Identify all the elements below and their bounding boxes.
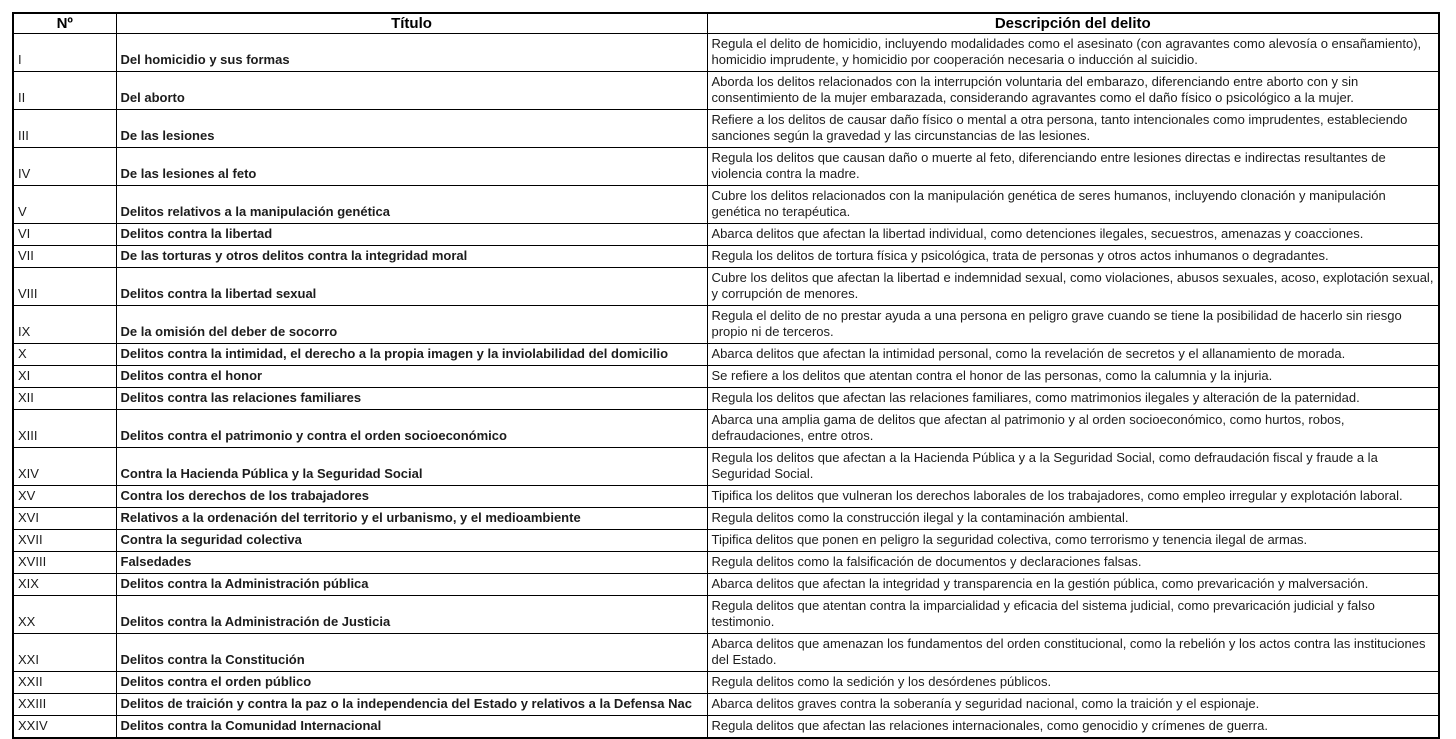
table-row: [13, 344, 1439, 366]
table-row: [13, 246, 1439, 268]
table-row: [13, 72, 1439, 110]
cell-titulo: Delitos contra la libertad: [116, 224, 707, 246]
cell-num: X: [13, 344, 116, 366]
cell-descripcion: Tipifica los delitos que vulneran los derechos laborales de los trabajadores, como empleo irregular y explotación laboral.: [707, 486, 1439, 508]
cell-num: IV: [13, 148, 116, 186]
table-row: [13, 148, 1439, 186]
table-row: [13, 596, 1439, 634]
table-row: [13, 268, 1439, 306]
cell-num: XV: [13, 486, 116, 508]
cell-titulo: De la omisión del deber de socorro: [116, 306, 707, 344]
cell-descripcion: Abarca delitos que afectan la integridad y transparencia en la gestión pública, como prevaricación y malversación.: [707, 574, 1439, 596]
cell-titulo: Delitos contra la intimidad, el derecho a la propia imagen y la inviolabilidad del domicilio: [116, 344, 707, 366]
table-row: [13, 508, 1439, 530]
cell-num: V: [13, 186, 116, 224]
cell-descripcion: Abarca delitos que afectan la intimidad personal, como la revelación de secretos y el allanamiento de morada.: [707, 344, 1439, 366]
cell-num: XIV: [13, 448, 116, 486]
cell-num: XI: [13, 366, 116, 388]
table-row: [13, 716, 1439, 739]
cell-titulo: Falsedades: [116, 552, 707, 574]
cell-titulo: De las lesiones al feto: [116, 148, 707, 186]
table-row: [13, 224, 1439, 246]
cell-num: XXI: [13, 634, 116, 672]
cell-titulo: Contra la Hacienda Pública y la Seguridad Social: [116, 448, 707, 486]
table-row: [13, 552, 1439, 574]
cell-descripcion: Aborda los delitos relacionados con la interrupción voluntaria del embarazo, diferenciando entre aborto con y sin consentimiento de la mujer embarazada, considerando agravantes como el daño físico o psicológico a la mujer.: [707, 72, 1439, 110]
cell-descripcion: Abarca delitos graves contra la soberanía y seguridad nacional, como la traición y el espionaje.: [707, 694, 1439, 716]
cell-titulo: Delitos contra la Comunidad Internacional: [116, 716, 707, 739]
cell-titulo: Delitos contra la Constitución: [116, 634, 707, 672]
cell-num: XVI: [13, 508, 116, 530]
column-header-num: Nº: [13, 13, 116, 34]
table-row: [13, 530, 1439, 552]
cell-num: XII: [13, 388, 116, 410]
cell-num: XX: [13, 596, 116, 634]
header-row: [13, 13, 1439, 34]
cell-descripcion: Regula delitos que afectan las relaciones internacionales, como genocidio y crímenes de guerra.: [707, 716, 1439, 739]
cell-titulo: De las torturas y otros delitos contra la integridad moral: [116, 246, 707, 268]
cell-num: XVII: [13, 530, 116, 552]
cell-descripcion: Tipifica delitos que ponen en peligro la seguridad colectiva, como terrorismo y tenencia ilegal de armas.: [707, 530, 1439, 552]
table-row: [13, 574, 1439, 596]
cell-titulo: Delitos relativos a la manipulación genética: [116, 186, 707, 224]
cell-descripcion: Regula los delitos que afectan a la Hacienda Pública y a la Seguridad Social, como defraudación fiscal y fraude a la Seguridad Social.: [707, 448, 1439, 486]
cell-titulo: Delitos contra la Administración de Justicia: [116, 596, 707, 634]
cell-titulo: De las lesiones: [116, 110, 707, 148]
cell-descripcion: Abarca delitos que afectan la libertad individual, como detenciones ilegales, secuestros, amenazas y coacciones.: [707, 224, 1439, 246]
cell-num: XXIII: [13, 694, 116, 716]
table-row: [13, 34, 1439, 72]
cell-num: XXIV: [13, 716, 116, 739]
cell-num: IX: [13, 306, 116, 344]
cell-descripcion: Regula los delitos que afectan las relaciones familiares, como matrimonios ilegales y alteración de la paternidad.: [707, 388, 1439, 410]
cell-titulo: Contra la seguridad colectiva: [116, 530, 707, 552]
table-row: [13, 388, 1439, 410]
cell-descripcion: Refiere a los delitos de causar daño físico o mental a otra persona, tanto intencionales como imprudentes, estableciendo sanciones según la gravedad y las circunstancias de las lesiones.: [707, 110, 1439, 148]
table-row: [13, 186, 1439, 224]
cell-descripcion: Regula los delitos que causan daño o muerte al feto, diferenciando entre lesiones directas e indirectas resultantes de violencia contra la madre.: [707, 148, 1439, 186]
cell-titulo: Delitos contra la Administración pública: [116, 574, 707, 596]
cell-descripcion: Regula delitos que atentan contra la imparcialidad y eficacia del sistema judicial, como prevaricación judicial y falso testimonio.: [707, 596, 1439, 634]
cell-descripcion: Cubre los delitos que afectan la libertad e indemnidad sexual, como violaciones, abusos sexuales, acoso, explotación sexual, y corrupción de menores.: [707, 268, 1439, 306]
cell-descripcion: Regula delitos como la falsificación de documentos y declaraciones falsas.: [707, 552, 1439, 574]
cell-titulo: Del homicidio y sus formas: [116, 34, 707, 72]
cell-num: I: [13, 34, 116, 72]
cell-num: VI: [13, 224, 116, 246]
cell-descripcion: Regula el delito de homicidio, incluyendo modalidades como el asesinato (con agravantes como alevosía o ensañamiento), homicidio imprudente, y homicidio por cooperación necesaria o inducción al suicidio.: [707, 34, 1439, 72]
cell-descripcion: Regula el delito de no prestar ayuda a una persona en peligro grave cuando se tiene la posibilidad de hacerlo sin riesgo propio ni de terceros.: [707, 306, 1439, 344]
cell-titulo: Delitos contra el orden público: [116, 672, 707, 694]
table-row: [13, 410, 1439, 448]
cell-num: VII: [13, 246, 116, 268]
cell-num: II: [13, 72, 116, 110]
cell-titulo: Contra los derechos de los trabajadores: [116, 486, 707, 508]
table-row: [13, 366, 1439, 388]
column-header-descripcion: Descripción del delito: [707, 13, 1439, 34]
table-row: [13, 448, 1439, 486]
cell-descripcion: Abarca una amplia gama de delitos que afectan al patrimonio y al orden socioeconómico, como hurtos, robos, defraudaciones, entre otros.: [707, 410, 1439, 448]
table-body: [13, 34, 1439, 739]
cell-descripcion: Abarca delitos que amenazan los fundamentos del orden constitucional, como la rebelión y los actos contra las instituciones del Estado.: [707, 634, 1439, 672]
cell-descripcion: Se refiere a los delitos que atentan contra el honor de las personas, como la calumnia y la injuria.: [707, 366, 1439, 388]
table-row: [13, 486, 1439, 508]
cell-titulo: Del aborto: [116, 72, 707, 110]
table-row: [13, 110, 1439, 148]
cell-num: XVIII: [13, 552, 116, 574]
cell-descripcion: Regula delitos como la sedición y los desórdenes públicos.: [707, 672, 1439, 694]
cell-num: XIII: [13, 410, 116, 448]
cell-titulo: Delitos contra la libertad sexual: [116, 268, 707, 306]
column-header-titulo: Título: [116, 13, 707, 34]
cell-num: XIX: [13, 574, 116, 596]
cell-descripcion: Regula delitos como la construcción ilegal y la contaminación ambiental.: [707, 508, 1439, 530]
table-row: [13, 694, 1439, 716]
table-row: [13, 672, 1439, 694]
cell-titulo: Relativos a la ordenación del territorio y el urbanismo, y el medioambiente: [116, 508, 707, 530]
cell-titulo: Delitos contra el patrimonio y contra el orden socioeconómico: [116, 410, 707, 448]
cell-titulo: Delitos de traición y contra la paz o la independencia del Estado y relativos a la Defensa Nac: [116, 694, 707, 716]
table-row: [13, 634, 1439, 672]
cell-num: VIII: [13, 268, 116, 306]
cell-titulo: Delitos contra el honor: [116, 366, 707, 388]
cell-titulo: Delitos contra las relaciones familiares: [116, 388, 707, 410]
penal-code-table: [12, 12, 1440, 739]
cell-num: XXII: [13, 672, 116, 694]
cell-descripcion: Regula los delitos de tortura física y psicológica, trata de personas y otros actos inhumanos o degradantes.: [707, 246, 1439, 268]
table-row: [13, 306, 1439, 344]
cell-descripcion: Cubre los delitos relacionados con la manipulación genética de seres humanos, incluyendo clonación y manipulación genética no terapéutica.: [707, 186, 1439, 224]
cell-num: III: [13, 110, 116, 148]
